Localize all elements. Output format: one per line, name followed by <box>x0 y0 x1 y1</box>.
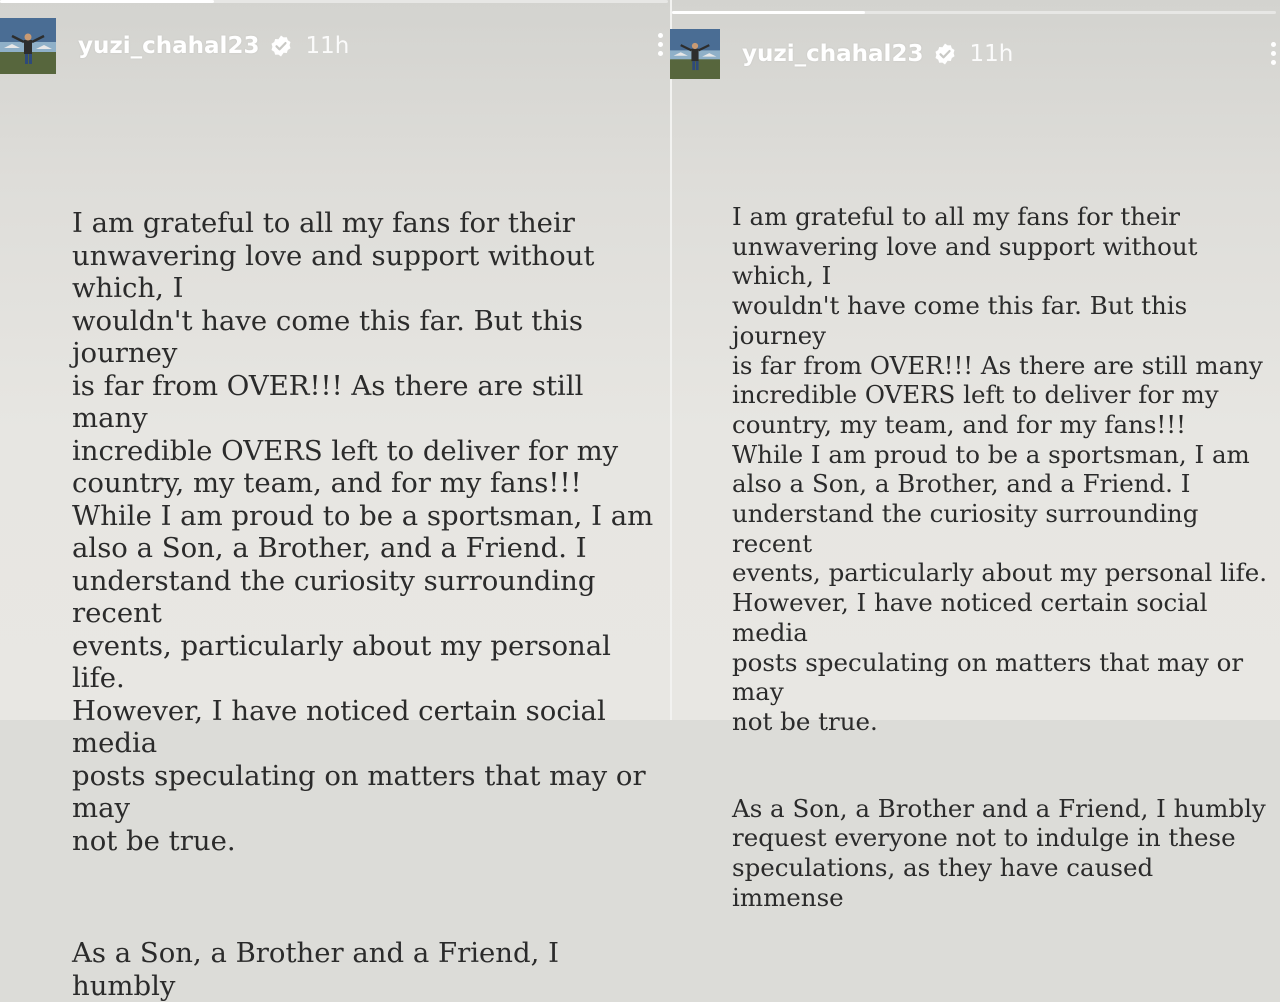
story-paragraph-2: As a Son, a Brother and a Friend, I humbly request everyone not to indulge in these speculations, as they have caused immense <box>732 793 1266 912</box>
story-paragraph-1: I am grateful to all my fans for their unwavering love and support without which, I wouldn't have come this far. But this journey is far from OVER!!! As there are still many incredible OVERS left to deliver for my country, my team, and for my fans!!! While I am proud to be a sportsman, I am also a Son, a Brother, and a Friend. I understand the curiosity surrounding recent events, particularly about my personal life. However, I have noticed certain social media posts speculating on matters that may or may not be true. <box>732 202 1267 736</box>
more-options-icon[interactable] <box>1268 42 1278 65</box>
verified-badge-icon <box>269 34 293 58</box>
story-paragraph-2: As a Son, a Brother and a Friend, I humbly <box>72 937 559 1002</box>
timestamp: 11h <box>969 41 1014 67</box>
story-panel-right[interactable] <box>672 0 1280 912</box>
story-paragraph-1: I am grateful to all my fans for their unwavering love and support without which, I wouldn't have come this far. But this journey is far from OVER!!! As there are still many incredible OVERS left to deliver for my country, my team, and for my fans!!! While I am proud to be a sportsman, I am also a Son, a Brother, and a Friend. I understand the curiosity surrounding recent events, particularly about my personal life. However, I have noticed certain social media posts speculating on matters that may or may not be true. <box>72 207 654 857</box>
story-header <box>670 29 1013 79</box>
timestamp: 11h <box>305 33 350 59</box>
story-progress-bar <box>672 11 1276 14</box>
avatar[interactable] <box>0 18 56 74</box>
avatar[interactable] <box>670 29 720 79</box>
story-progress-bar <box>0 0 668 3</box>
story-header <box>0 18 349 74</box>
avatar-image <box>670 29 720 79</box>
story-text <box>732 202 1272 912</box>
verified-badge-icon <box>933 42 957 66</box>
story-text <box>72 207 662 1002</box>
username[interactable]: yuzi_chahal23 <box>78 33 260 59</box>
story-progress-fill <box>672 11 865 14</box>
story-progress-fill <box>0 0 214 3</box>
more-options-icon[interactable] <box>655 33 665 56</box>
avatar-image <box>0 18 56 74</box>
username[interactable]: yuzi_chahal23 <box>742 41 924 67</box>
